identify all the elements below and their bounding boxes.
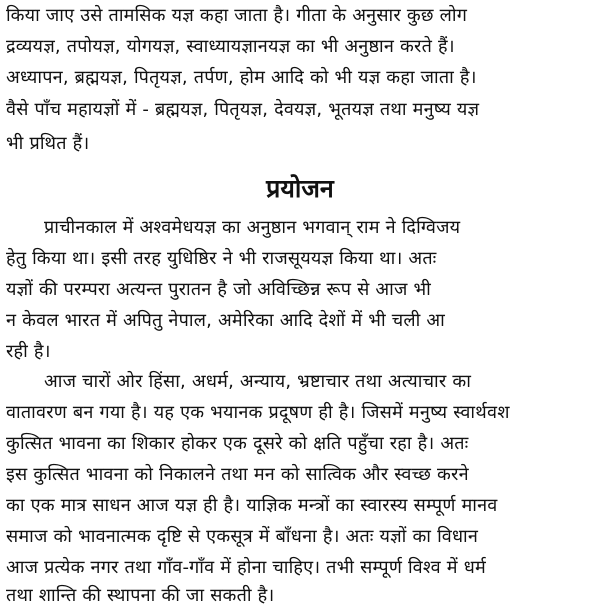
para1-line-3: अध्यापन, ब्रह्मयज्ञ, पितृयज्ञ, तर्पण, होम आदि को भी यज्ञ कहा जाता है। <box>6 67 477 88</box>
para3-line-4: इस कुत्सित भावना को निकालने तथा मन को सात्विक और स्वच्छ करने <box>6 464 469 485</box>
para1-line-2: द्रव्ययज्ञ, तपोयज्ञ, योगयज्ञ, स्वाध्यायज्ञानयज्ञ का भी अनुष्ठान करते हैं। <box>6 36 455 57</box>
para3-line-3: कुत्सित भावना का शिकार होकर एक दूसरे को क्षति पहुँचा रहा है। अतः <box>6 433 469 454</box>
para3-line-5: का एक मात्र साधन आज यज्ञ ही है। याज्ञिक मन्त्रों का स्वारस्य सम्पूर्ण मानव <box>6 495 498 516</box>
para2-line-2: हेतु किया था। इसी तरह युधिष्ठिर ने भी राजसूययज्ञ किया था। अतः <box>6 248 437 269</box>
para3-line-1: आज चारों ओर हिंसा, अधर्म, अन्याय, भ्रष्टाचार तथा अत्याचार का <box>44 371 472 392</box>
para1-line-5: भी प्रथित हैं। <box>6 133 90 154</box>
para3-line-8: तथा शान्ति की स्थापना की जा सकती है। <box>6 585 275 606</box>
para3-line-6: समाज को भावनात्मक दृष्टि से एकसूत्र में बाँधना है। अतः यज्ञों का विधान <box>6 526 479 547</box>
para2-line-5: रही है। <box>6 341 51 362</box>
para3-line-2: वातावरण बन गया है। यह एक भयानक प्रदूषण ही है। जिसमें मनुष्य स्वार्थवश <box>6 402 510 423</box>
para3-line-7: आज प्रत्येक नगर तथा गाँव-गाँव में होना चाहिए। तभी सम्पूर्ण विश्व में धर्म <box>6 557 486 578</box>
para2-line-1: प्राचीनकाल में अश्वमेधयज्ञ का अनुष्ठान भगवान् राम ने दिग्विजय <box>44 217 461 238</box>
para1-line-4: वैसे पाँच महायज्ञों में - ब्रह्मयज्ञ, पितृयज्ञ, देवयज्ञ, भूतयज्ञ तथा मनुष्य यज्ञ <box>6 99 480 120</box>
para2-line-3: यज्ञों की परम्परा अत्यन्त पुरातन है जो अविच्छिन्न रूप से आज भी <box>6 279 431 300</box>
para1-line-1: किया जाए उसे तामसिक यज्ञ कहा जाता है। गीता के अनुसार कुछ लोग <box>6 5 468 26</box>
section-heading: प्रयोजन <box>266 174 334 203</box>
para2-line-4: न केवल भारत में अपितु नेपाल, अमेरिका आदि देशों में भी चली आ <box>6 310 445 331</box>
